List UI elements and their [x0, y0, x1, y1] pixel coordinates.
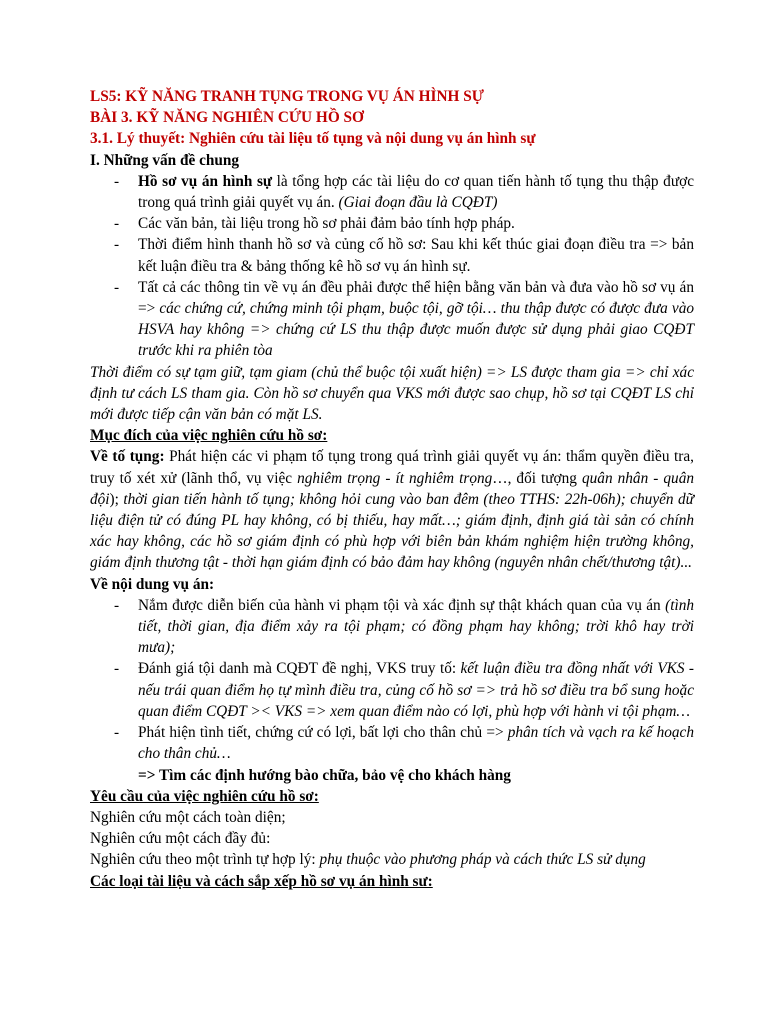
list-item-note: (Giai đoạn đầu là CQĐT) — [338, 194, 498, 212]
part-heading: I. Những vấn đề chung — [90, 151, 240, 169]
course-title: LS5: KỸ NĂNG TRANH TỤNG TRONG VỤ ÁN HÌNH SỰ — [90, 88, 484, 105]
list-item-note: phân tích và vạch ra kế hoạch cho thân chủ… — [138, 724, 694, 763]
list-item-text: Tất cả các thông tin về vụ án đều phải được thể hiện bằng văn bản và đưa vào hồ sơ vụ án => — [138, 278, 694, 318]
list-item: - Đánh giá tội danh mà CQĐT đề nghị, VKS truy tố: kết luận điều tra đồng nhất với VKS - nếu trái quan điểm họ tự mình điều tra, củng cố hồ sơ => trả hồ sơ điều tra bổ sung hoặc quan điểm CQĐT >< VKS => xem quan điểm nào có lợi, phù hợp với hành vi tội phạm… — [114, 660, 694, 720]
list-item: - Nắm được diễn biến của hành vi phạm tội và xác định sự thật khách quan của vụ án (tình tiết, thời gian, địa điểm xảy ra tội phạm; có đồng phạm hay không; trời khô hay trời mưa); — [114, 596, 694, 657]
content-heading: Về nội dung vụ án: — [90, 575, 215, 593]
requirements-heading: Yêu cầu của việc nghiên cứu hồ sơ: — [90, 787, 319, 805]
list-item: - Tất cả các thông tin về vụ án đều phải được thể hiện bằng văn bản và đưa vào hồ sơ vụ án => các chứng cứ, chứng minh tội phạm, buộc tội, gỡ tội… thu thập được có được đưa vào HSVA hay không => chứng cứ LS thu thập được muốn được sử dụng phải giao CQĐT trước khi ra phiên tòa — [114, 278, 694, 360]
lesson-title: BÀI 3. KỸ NĂNG NGHIÊN CỨU HỒ SƠ — [90, 109, 364, 127]
procedure-text: thời gian tiến hành tố tụng; không hỏi cung vào ban đêm (theo TTHS: 22h-06h); chuyển dữ liệu điện tử có đúng PL hay không, có bị thiếu, hay mất…; giám định, định giá tài sản có chính xác hay không, các hồ sơ giám định có phù hợp với biên bản khám nghiệm hiện trường không, giám định thương tật - thời hạn giám định có bảo đảm hay không (nguyên nhân chết/thương tật)... — [90, 490, 695, 572]
defense-conclusion: => Tìm các định hướng bào chữa, bảo vệ cho khách hàng — [138, 766, 511, 784]
term-highlight: Hồ sơ vụ án hình sự — [138, 172, 273, 190]
requirement-note: phụ thuộc vào phương pháp và cách thức LS sử dụng — [319, 851, 646, 869]
procedure-paragraph — [90, 446, 694, 573]
types-heading: Các loại tài liệu và cách sắp xếp hồ sơ vụ án hình sư: — [90, 872, 433, 890]
requirement-line: Nghiên cứu một cách toàn diện; — [90, 808, 286, 826]
list-item: - Các văn bản, tài liệu trong hồ sơ phải đảm bảo tính hợp pháp. — [114, 215, 515, 233]
document-content — [90, 86, 694, 892]
procedure-label: Về tố tụng: — [90, 448, 165, 466]
list-item: - Hồ sơ vụ án hình sự là tổng hợp các tài liệu do cơ quan tiến hành tố tụng thu thập được trong quá trình giải quyết vụ án. (Giai đoạn đầu là CQĐT) — [114, 172, 694, 212]
content-bullet-list — [90, 595, 694, 765]
procedure-text: quân nhân - quân đội — [90, 469, 695, 508]
procedure-text: ); — [109, 490, 124, 508]
list-item-note: các chứng cứ, chứng minh tội phạm, buộc tội, gỡ tội… thu thập được có được đưa vào HSVA hay không => chứng cứ LS thu thập được muốn được sử dụng phải giao CQĐT trước khi ra phiên tòa — [138, 300, 694, 360]
list-item-note: (tình tiết, thời gian, địa điểm xảy ra tội phạm; có đồng phạm hay không; trời khô hay trời mưa); — [138, 596, 694, 657]
list-item-note: kết luận điều tra đồng nhất với VKS - nếu trái quan điểm họ tự mình điều tra, củng cố hồ sơ => trả hồ sơ điều tra bổ sung hoặc quan điểm CQĐT >< VKS => xem quan điểm nào có lợi, phù hợp với hành vi tội phạm… — [138, 660, 694, 720]
purpose-heading: Mục đích của việc nghiên cứu hồ sơ: — [90, 427, 328, 445]
list-item-text: Thời điểm hình thanh hồ sơ và củng cố hồ sơ: Sau khi kết thúc giai đoạn điều tra => bản kết luận điều tra & bảng thống kê hồ sơ vụ án hình sự. — [138, 236, 694, 275]
requirement-text: Nghiên cứu theo một trình tự hợp lý: — [90, 851, 320, 869]
procedure-text: Phát hiện các vi phạm tố tụng trong quá trình giải quyết vụ án: thẩm quyền điều tra, truy tố xét xử (lãnh thổ, vụ việc — [90, 448, 694, 487]
list-item-text: Các văn bản, tài liệu trong hồ sơ phải đảm bảo tính hợp pháp. — [138, 215, 515, 233]
list-item-text: Đánh giá tội danh mà CQĐT đề nghị, VKS truy tố: — [138, 660, 461, 678]
section-title: 3.1. Lý thuyết: Nghiên cứu tài liệu tố tụng và nội dung vụ án hình sự — [90, 130, 536, 148]
list-item-text: Nắm được diễn biến của hành vi phạm tội và xác định sự thật khách quan của vụ án — [138, 596, 666, 614]
list-item-text: Phát hiện tình tiết, chứng cứ có lợi, bất lợi cho thân chủ => — [138, 724, 508, 742]
procedure-text: …, đối tượng — [492, 469, 582, 487]
list-item: - Phát hiện tình tiết, chứng cứ có lợi, bất lợi cho thân chủ => phân tích và vạch ra kế hoạch cho thân chủ… — [114, 724, 694, 763]
list-item: - Thời điểm hình thanh hồ sơ và củng cố hồ sơ: Sau khi kết thúc giai đoạn điều tra => bản kết luận điều tra & bảng thống kê hồ sơ vụ án hình sự. — [114, 236, 694, 275]
requirement-line: Nghiên cứu một cách đầy đủ: — [90, 830, 271, 848]
procedure-text: nghiêm trọng - ít nghiêm trọng — [297, 469, 493, 487]
requirement-line — [90, 849, 694, 870]
list-item-text: là tổng hợp các tài liệu do cơ quan tiến hành tố tụng thu thập được trong quá trình giải quyết vụ án. — [138, 172, 694, 212]
time-note: Thời điểm có sự tạm giữ, tạm giam (chủ thể buộc tội xuất hiện) => LS được tham gia => chỉ xác định tư cách LS tham gia. Còn hồ sơ chuyển qua VKS mới được sao chụp, hồ sơ tại CQĐT LS chỉ mới được tiếp cận văn bản có mặt LS. — [90, 363, 694, 424]
general-bullet-list — [90, 171, 694, 362]
